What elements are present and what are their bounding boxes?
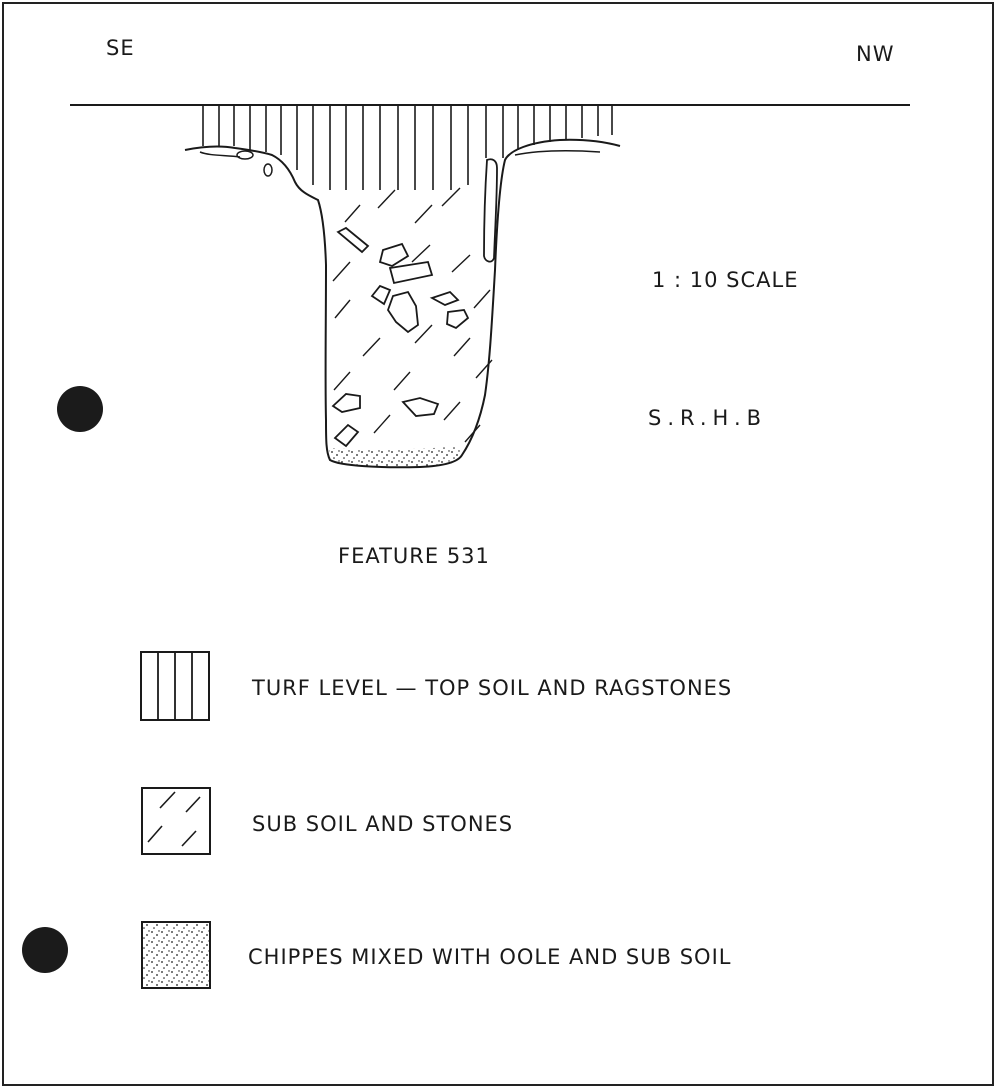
legend-swatch-subsoil (142, 788, 210, 854)
fill-stones (333, 228, 468, 446)
legend-label-chippings: CHIPPES MIXED WITH OOLE AND SUB SOIL (248, 945, 732, 969)
turf-edge-right (515, 151, 600, 155)
turf-edge-left (200, 152, 240, 157)
orientation-nw-label: NW (856, 42, 895, 66)
feature-title: FEATURE 531 (338, 544, 490, 568)
subsoil-dash-hatch (333, 188, 492, 442)
turf-hatch (203, 105, 612, 190)
orientation-se-label: SE (106, 36, 135, 60)
feature-cut-outline (185, 140, 620, 467)
surface-stone (237, 151, 253, 159)
legend-swatch-chippings (142, 922, 210, 988)
legend-label-subsoil: SUB SOIL AND STONES (252, 812, 514, 836)
scale-label: 1 : 10 SCALE (652, 268, 799, 292)
surface-stone (264, 164, 272, 176)
legend-swatch-turf (141, 652, 209, 720)
upright-stone-slab (484, 159, 497, 261)
surveyor-initials: S.R.H.B (648, 406, 768, 430)
legend-label-turf: TURF LEVEL — TOP SOIL AND RAGSTONES (252, 676, 733, 700)
